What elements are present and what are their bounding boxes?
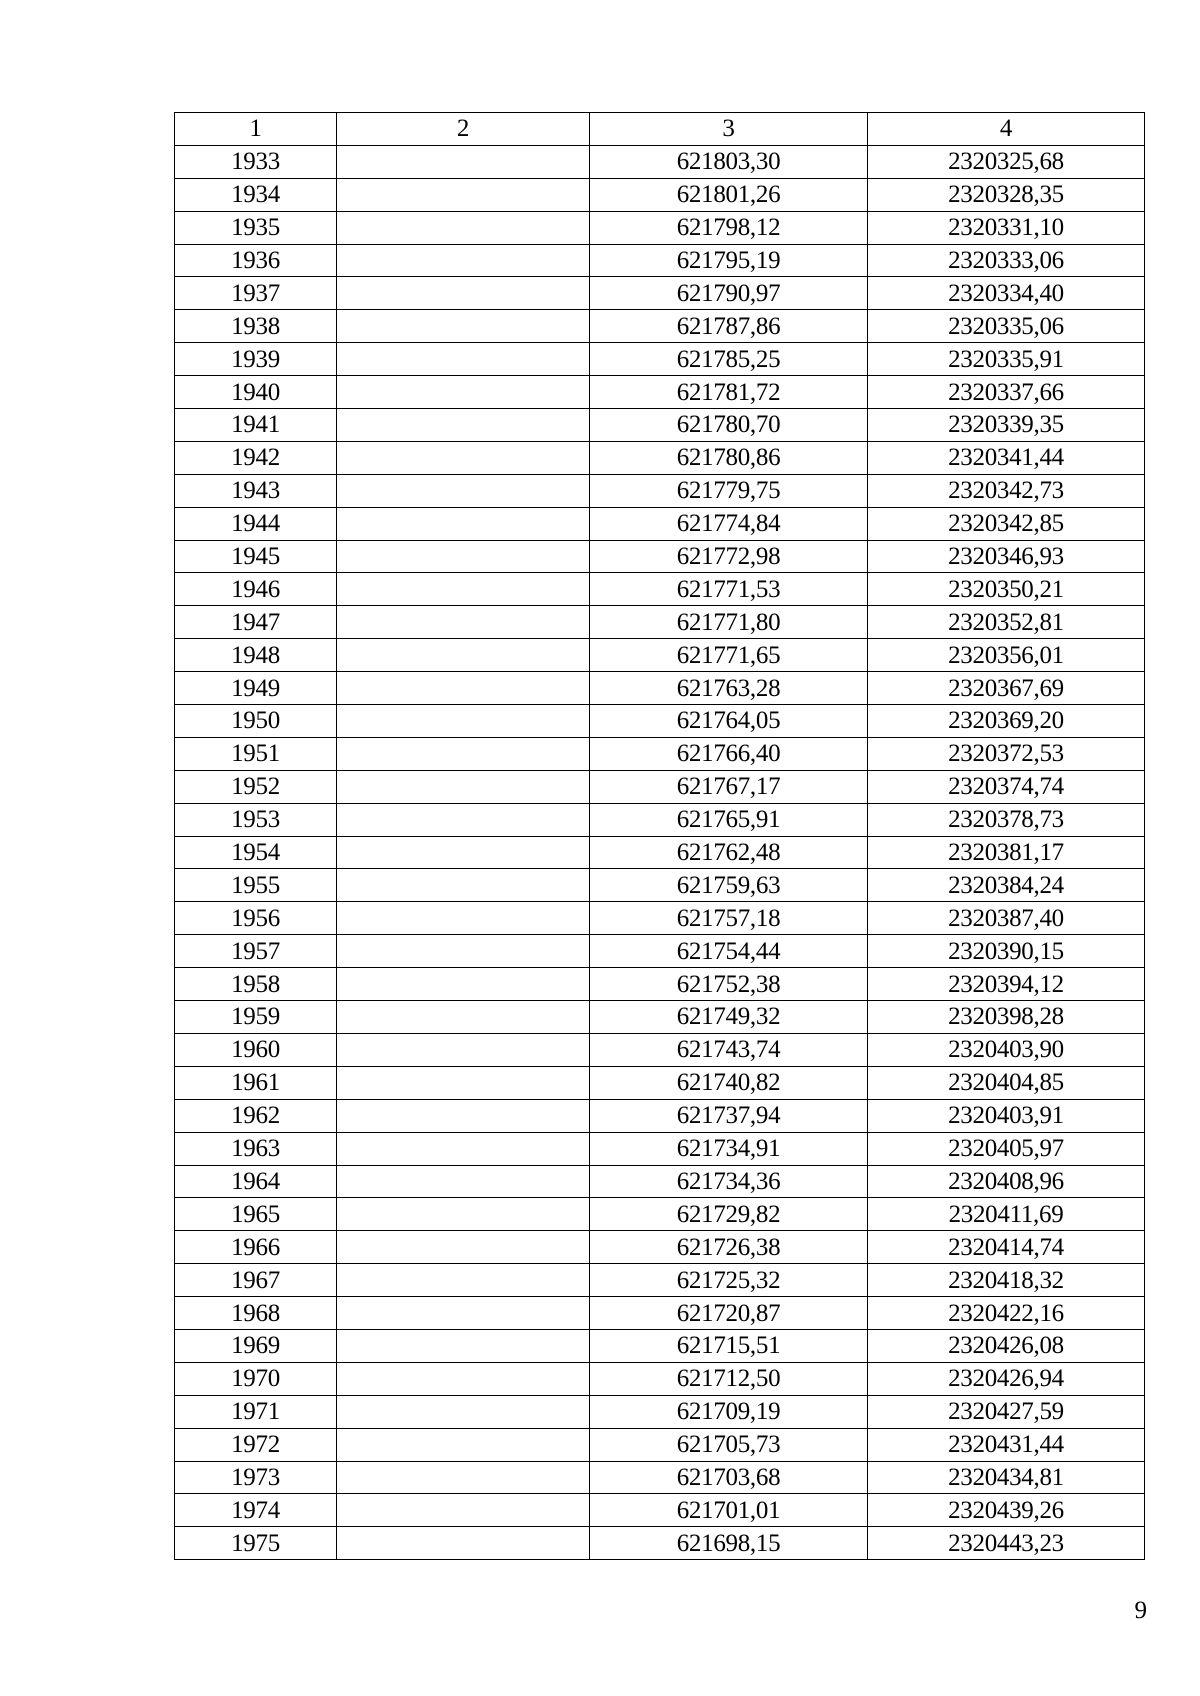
table-row	[175, 277, 1145, 310]
x-coordinate-cell: 621734,91	[590, 1132, 868, 1165]
column-2-cell	[337, 540, 590, 573]
point-number-cell: 1940	[175, 376, 337, 409]
point-number-cell: 1964	[175, 1165, 337, 1198]
table-row	[175, 1461, 1145, 1494]
column-2-cell	[337, 178, 590, 211]
column-2-cell	[337, 1165, 590, 1198]
x-coordinate-cell: 621781,72	[590, 376, 868, 409]
table-row	[175, 1165, 1145, 1198]
y-coordinate-cell: 2320427,59	[868, 1395, 1145, 1428]
header-row	[175, 113, 1145, 146]
table-row	[175, 1001, 1145, 1034]
table-row	[175, 507, 1145, 540]
column-2-cell	[337, 376, 590, 409]
y-coordinate-cell: 2320403,90	[868, 1033, 1145, 1066]
table-row	[175, 1527, 1145, 1560]
point-number-cell: 1950	[175, 705, 337, 738]
table-row	[175, 573, 1145, 606]
x-coordinate-cell: 621720,87	[590, 1297, 868, 1330]
column-2-cell	[337, 606, 590, 639]
point-number-cell: 1947	[175, 606, 337, 639]
column-2-cell	[337, 244, 590, 277]
y-coordinate-cell: 2320439,26	[868, 1494, 1145, 1527]
x-coordinate-cell: 621767,17	[590, 770, 868, 803]
point-number-cell: 1937	[175, 277, 337, 310]
x-coordinate-cell: 621790,97	[590, 277, 868, 310]
x-coordinate-cell: 621709,19	[590, 1395, 868, 1428]
point-number-cell: 1943	[175, 474, 337, 507]
table-row	[175, 606, 1145, 639]
column-header-3: 3	[590, 113, 868, 146]
column-2-cell	[337, 1329, 590, 1362]
x-coordinate-cell: 621780,86	[590, 441, 868, 474]
y-coordinate-cell: 2320346,93	[868, 540, 1145, 573]
column-2-cell	[337, 409, 590, 442]
point-number-cell: 1966	[175, 1231, 337, 1264]
table-row	[175, 145, 1145, 178]
x-coordinate-cell: 621765,91	[590, 803, 868, 836]
y-coordinate-cell: 2320414,74	[868, 1231, 1145, 1264]
column-2-cell	[337, 1066, 590, 1099]
x-coordinate-cell: 621752,38	[590, 968, 868, 1001]
column-2-cell	[337, 310, 590, 343]
x-coordinate-cell: 621772,98	[590, 540, 868, 573]
point-number-cell: 1967	[175, 1264, 337, 1297]
table-body	[175, 145, 1145, 1559]
column-2-cell	[337, 145, 590, 178]
y-coordinate-cell: 2320418,32	[868, 1264, 1145, 1297]
y-coordinate-cell: 2320408,96	[868, 1165, 1145, 1198]
table-row	[175, 836, 1145, 869]
y-coordinate-cell: 2320398,28	[868, 1001, 1145, 1034]
column-header-1: 1	[175, 113, 337, 146]
x-coordinate-cell: 621771,53	[590, 573, 868, 606]
table-row	[175, 310, 1145, 343]
point-number-cell: 1933	[175, 145, 337, 178]
table-header	[175, 113, 1145, 146]
column-2-cell	[337, 803, 590, 836]
point-number-cell: 1965	[175, 1198, 337, 1231]
x-coordinate-cell: 621737,94	[590, 1099, 868, 1132]
x-coordinate-cell: 621764,05	[590, 705, 868, 738]
column-2-cell	[337, 1494, 590, 1527]
y-coordinate-cell: 2320331,10	[868, 211, 1145, 244]
y-coordinate-cell: 2320384,24	[868, 869, 1145, 902]
column-2-cell	[337, 277, 590, 310]
table-row	[175, 1099, 1145, 1132]
y-coordinate-cell: 2320426,08	[868, 1329, 1145, 1362]
point-number-cell: 1936	[175, 244, 337, 277]
y-coordinate-cell: 2320381,17	[868, 836, 1145, 869]
table-row	[175, 409, 1145, 442]
x-coordinate-cell: 621754,44	[590, 935, 868, 968]
column-2-cell	[337, 343, 590, 376]
point-number-cell: 1934	[175, 178, 337, 211]
x-coordinate-cell: 621759,63	[590, 869, 868, 902]
table-row	[175, 902, 1145, 935]
column-2-cell	[337, 441, 590, 474]
table-row	[175, 244, 1145, 277]
point-number-cell: 1956	[175, 902, 337, 935]
table-row	[175, 343, 1145, 376]
table-row	[175, 639, 1145, 672]
column-2-cell	[337, 1001, 590, 1034]
y-coordinate-cell: 2320342,73	[868, 474, 1145, 507]
y-coordinate-cell: 2320350,21	[868, 573, 1145, 606]
point-number-cell: 1970	[175, 1362, 337, 1395]
x-coordinate-cell: 621801,26	[590, 178, 868, 211]
x-coordinate-cell: 621740,82	[590, 1066, 868, 1099]
point-number-cell: 1939	[175, 343, 337, 376]
x-coordinate-cell: 621715,51	[590, 1329, 868, 1362]
table-row	[175, 1297, 1145, 1330]
y-coordinate-cell: 2320374,74	[868, 770, 1145, 803]
x-coordinate-cell: 621701,01	[590, 1494, 868, 1527]
point-number-cell: 1961	[175, 1066, 337, 1099]
page-number: 9	[1134, 1597, 1147, 1624]
point-number-cell: 1942	[175, 441, 337, 474]
point-number-cell: 1974	[175, 1494, 337, 1527]
y-coordinate-cell: 2320387,40	[868, 902, 1145, 935]
y-coordinate-cell: 2320403,91	[868, 1099, 1145, 1132]
column-header-2: 2	[337, 113, 590, 146]
table-row	[175, 1066, 1145, 1099]
point-number-cell: 1963	[175, 1132, 337, 1165]
table-row	[175, 672, 1145, 705]
y-coordinate-cell: 2320335,06	[868, 310, 1145, 343]
y-coordinate-cell: 2320372,53	[868, 737, 1145, 770]
column-2-cell	[337, 935, 590, 968]
y-coordinate-cell: 2320342,85	[868, 507, 1145, 540]
y-coordinate-cell: 2320411,69	[868, 1198, 1145, 1231]
point-number-cell: 1938	[175, 310, 337, 343]
table-row	[175, 737, 1145, 770]
x-coordinate-cell: 621766,40	[590, 737, 868, 770]
column-2-cell	[337, 1231, 590, 1264]
point-number-cell: 1962	[175, 1099, 337, 1132]
y-coordinate-cell: 2320422,16	[868, 1297, 1145, 1330]
table-row	[175, 968, 1145, 1001]
x-coordinate-cell: 621743,74	[590, 1033, 868, 1066]
column-2-cell	[337, 1527, 590, 1560]
x-coordinate-cell: 621729,82	[590, 1198, 868, 1231]
y-coordinate-cell: 2320434,81	[868, 1461, 1145, 1494]
point-number-cell: 1946	[175, 573, 337, 606]
x-coordinate-cell: 621774,84	[590, 507, 868, 540]
point-number-cell: 1971	[175, 1395, 337, 1428]
x-coordinate-cell: 621803,30	[590, 145, 868, 178]
table-row	[175, 803, 1145, 836]
coordinates-table	[174, 112, 1145, 1560]
x-coordinate-cell: 621726,38	[590, 1231, 868, 1264]
point-number-cell: 1935	[175, 211, 337, 244]
column-2-cell	[337, 1099, 590, 1132]
x-coordinate-cell: 621787,86	[590, 310, 868, 343]
column-2-cell	[337, 639, 590, 672]
x-coordinate-cell: 621795,19	[590, 244, 868, 277]
x-coordinate-cell: 621771,65	[590, 639, 868, 672]
table-row	[175, 705, 1145, 738]
x-coordinate-cell: 621757,18	[590, 902, 868, 935]
point-number-cell: 1954	[175, 836, 337, 869]
x-coordinate-cell: 621734,36	[590, 1165, 868, 1198]
x-coordinate-cell: 621712,50	[590, 1362, 868, 1395]
x-coordinate-cell: 621779,75	[590, 474, 868, 507]
table-row	[175, 1428, 1145, 1461]
column-2-cell	[337, 1395, 590, 1428]
y-coordinate-cell: 2320356,01	[868, 639, 1145, 672]
y-coordinate-cell: 2320404,85	[868, 1066, 1145, 1099]
point-number-cell: 1944	[175, 507, 337, 540]
point-number-cell: 1941	[175, 409, 337, 442]
y-coordinate-cell: 2320337,66	[868, 376, 1145, 409]
point-number-cell: 1960	[175, 1033, 337, 1066]
point-number-cell: 1958	[175, 968, 337, 1001]
table-row	[175, 540, 1145, 573]
point-number-cell: 1952	[175, 770, 337, 803]
x-coordinate-cell: 621749,32	[590, 1001, 868, 1034]
column-2-cell	[337, 1362, 590, 1395]
point-number-cell: 1951	[175, 737, 337, 770]
table-row	[175, 1362, 1145, 1395]
point-number-cell: 1975	[175, 1527, 337, 1560]
column-2-cell	[337, 1461, 590, 1494]
y-coordinate-cell: 2320378,73	[868, 803, 1145, 836]
table-row	[175, 869, 1145, 902]
point-number-cell: 1953	[175, 803, 337, 836]
y-coordinate-cell: 2320369,20	[868, 705, 1145, 738]
y-coordinate-cell: 2320405,97	[868, 1132, 1145, 1165]
x-coordinate-cell: 621703,68	[590, 1461, 868, 1494]
x-coordinate-cell: 621785,25	[590, 343, 868, 376]
point-number-cell: 1949	[175, 672, 337, 705]
table-row	[175, 1231, 1145, 1264]
column-2-cell	[337, 1033, 590, 1066]
column-2-cell	[337, 672, 590, 705]
table-row	[175, 1329, 1145, 1362]
table-row	[175, 770, 1145, 803]
y-coordinate-cell: 2320443,23	[868, 1527, 1145, 1560]
table-row	[175, 1395, 1145, 1428]
table-row	[175, 211, 1145, 244]
column-header-4: 4	[868, 113, 1145, 146]
table-row	[175, 1132, 1145, 1165]
x-coordinate-cell: 621698,15	[590, 1527, 868, 1560]
y-coordinate-cell: 2320431,44	[868, 1428, 1145, 1461]
column-2-cell	[337, 902, 590, 935]
point-number-cell: 1972	[175, 1428, 337, 1461]
y-coordinate-cell: 2320335,91	[868, 343, 1145, 376]
y-coordinate-cell: 2320390,15	[868, 935, 1145, 968]
y-coordinate-cell: 2320367,69	[868, 672, 1145, 705]
column-2-cell	[337, 869, 590, 902]
x-coordinate-cell: 621762,48	[590, 836, 868, 869]
table-row	[175, 935, 1145, 968]
point-number-cell: 1973	[175, 1461, 337, 1494]
column-2-cell	[337, 211, 590, 244]
point-number-cell: 1955	[175, 869, 337, 902]
table-row	[175, 178, 1145, 211]
column-2-cell	[337, 1428, 590, 1461]
y-coordinate-cell: 2320341,44	[868, 441, 1145, 474]
column-2-cell	[337, 770, 590, 803]
column-2-cell	[337, 1132, 590, 1165]
column-2-cell	[337, 1198, 590, 1231]
point-number-cell: 1948	[175, 639, 337, 672]
point-number-cell: 1959	[175, 1001, 337, 1034]
column-2-cell	[337, 1297, 590, 1330]
column-2-cell	[337, 573, 590, 606]
x-coordinate-cell: 621763,28	[590, 672, 868, 705]
x-coordinate-cell: 621780,70	[590, 409, 868, 442]
table-row	[175, 474, 1145, 507]
x-coordinate-cell: 621705,73	[590, 1428, 868, 1461]
y-coordinate-cell: 2320394,12	[868, 968, 1145, 1001]
table-row	[175, 376, 1145, 409]
y-coordinate-cell: 2320339,35	[868, 409, 1145, 442]
x-coordinate-cell: 621725,32	[590, 1264, 868, 1297]
column-2-cell	[337, 968, 590, 1001]
y-coordinate-cell: 2320325,68	[868, 145, 1145, 178]
column-2-cell	[337, 507, 590, 540]
table-row	[175, 1494, 1145, 1527]
x-coordinate-cell: 621771,80	[590, 606, 868, 639]
table-row	[175, 1033, 1145, 1066]
column-2-cell	[337, 1264, 590, 1297]
y-coordinate-cell: 2320328,35	[868, 178, 1145, 211]
y-coordinate-cell: 2320426,94	[868, 1362, 1145, 1395]
table-row	[175, 1264, 1145, 1297]
y-coordinate-cell: 2320352,81	[868, 606, 1145, 639]
table-row	[175, 441, 1145, 474]
y-coordinate-cell: 2320333,06	[868, 244, 1145, 277]
x-coordinate-cell: 621798,12	[590, 211, 868, 244]
point-number-cell: 1968	[175, 1297, 337, 1330]
column-2-cell	[337, 737, 590, 770]
point-number-cell: 1969	[175, 1329, 337, 1362]
column-2-cell	[337, 474, 590, 507]
table-row	[175, 1198, 1145, 1231]
point-number-cell: 1945	[175, 540, 337, 573]
y-coordinate-cell: 2320334,40	[868, 277, 1145, 310]
point-number-cell: 1957	[175, 935, 337, 968]
column-2-cell	[337, 836, 590, 869]
column-2-cell	[337, 705, 590, 738]
